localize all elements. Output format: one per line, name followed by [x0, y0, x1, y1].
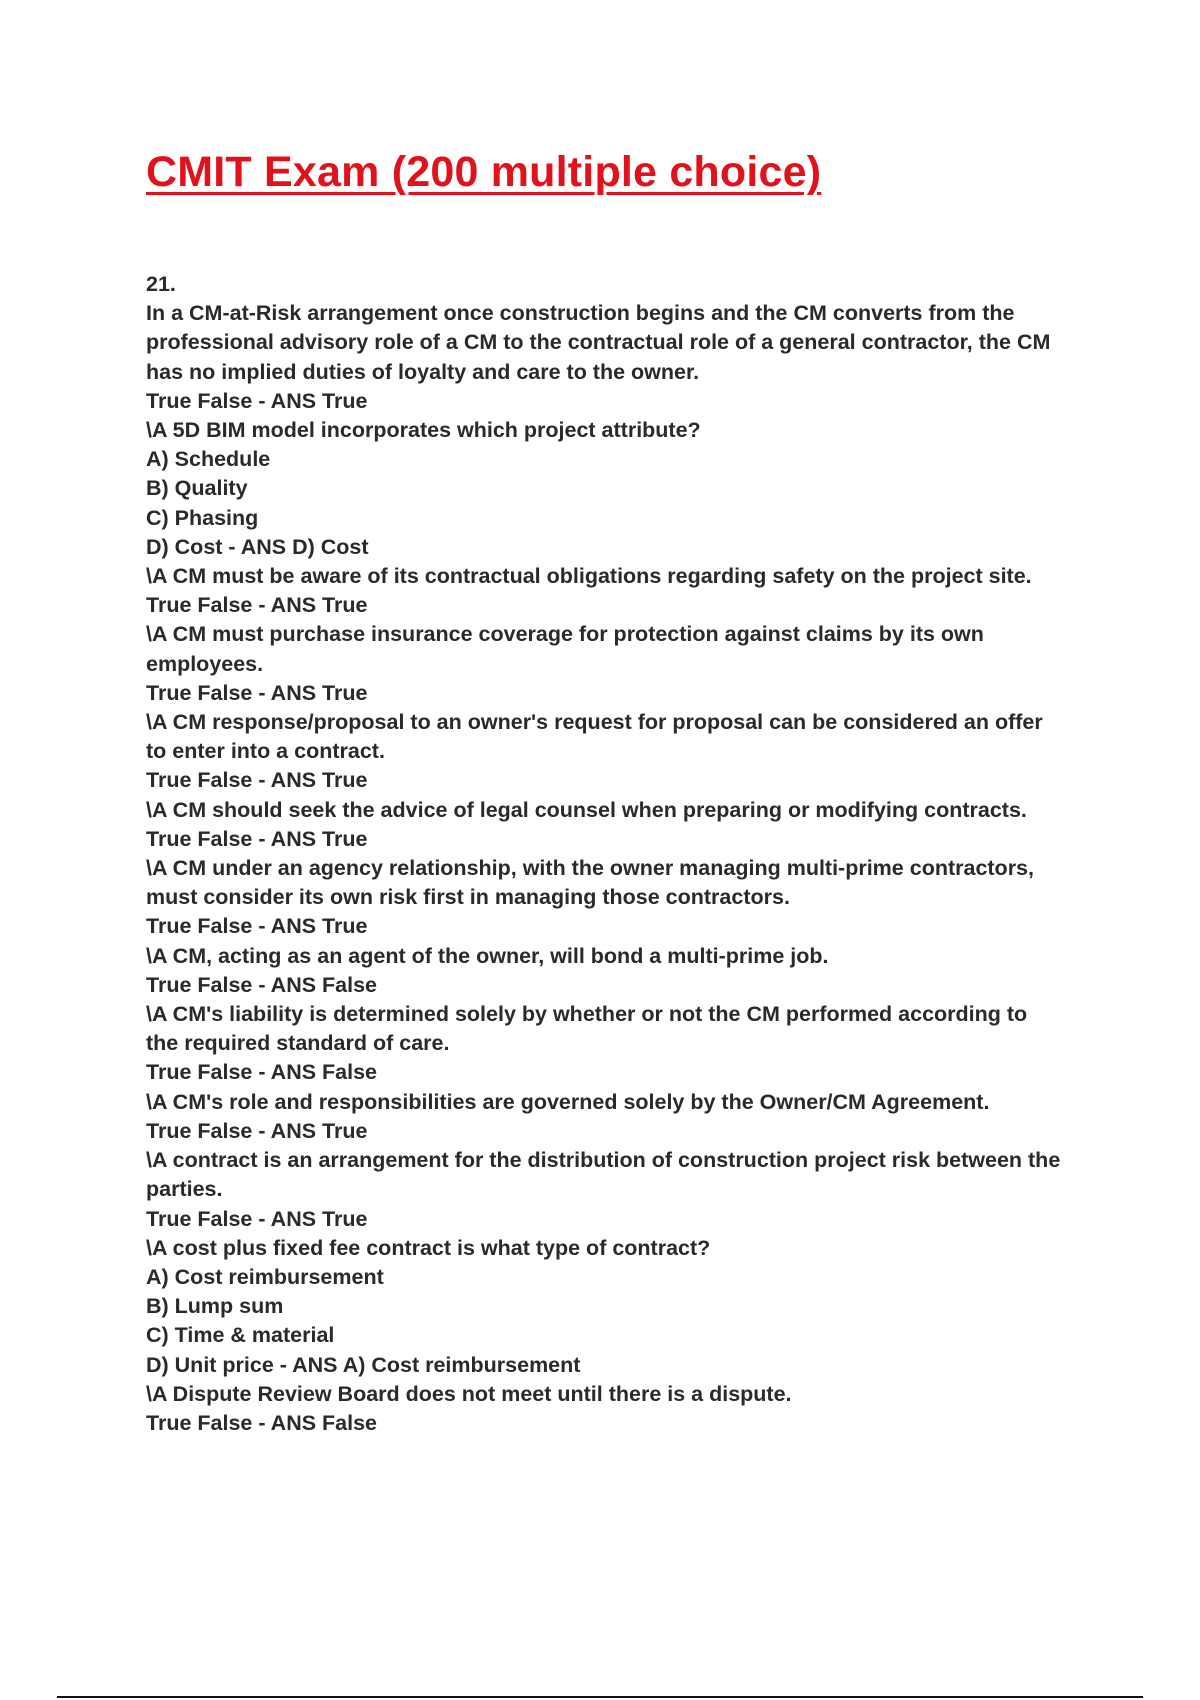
question-line: \A contract is an arrangement for the distribution of construction project risk between the: [146, 1148, 1061, 1173]
question-line: \A CM should seek the advice of legal counsel when preparing or modifying contracts.: [146, 797, 1027, 822]
answer-line: True False - ANS True: [146, 388, 368, 413]
question-line: \A CM's liability is determined solely by whether or not the CM performed according to: [146, 1002, 1028, 1027]
option-line: B) Lump sum: [146, 1294, 284, 1319]
answer-line: True False - ANS False: [146, 972, 378, 997]
option-line: C) Phasing: [146, 505, 259, 530]
question-line: \A 5D BIM model incorporates which project attribute?: [146, 418, 701, 443]
question-line: \A CM must purchase insurance coverage for protection against claims by its own: [146, 622, 984, 647]
question-line: to enter into a contract.: [146, 739, 385, 764]
body-line: 21.: [146, 272, 176, 296]
question-line: \A cost plus fixed fee contract is what type of contract?: [146, 1235, 711, 1260]
question-line: \A CM's role and responsibilities are governed solely by the Owner/CM Agreement.: [146, 1089, 990, 1114]
question-line: \A CM under an agency relationship, with the owner managing multi-prime contractors,: [146, 856, 1034, 881]
answer-line: True False - ANS True: [146, 768, 368, 793]
question-line: the required standard of care.: [146, 1031, 450, 1056]
body-line: has no implied duties of loyalty and care to the owner.: [146, 359, 700, 384]
answer-line: D) Cost - ANS D) Cost: [146, 534, 369, 559]
body-line: professional advisory role of a CM to the contractual role of a general contractor, the CM: [146, 330, 1051, 355]
question-line: \A Dispute Review Board does not meet until there is a dispute.: [146, 1381, 792, 1406]
answer-line: D) Unit price - ANS A) Cost reimbursement: [146, 1352, 581, 1377]
question-line: \A CM must be aware of its contractual obligations regarding safety on the project site.: [146, 564, 1032, 589]
footer-divider: [57, 1696, 1143, 1698]
option-line: A) Cost reimbursement: [146, 1264, 384, 1289]
answer-line: True False - ANS True: [146, 1206, 368, 1231]
answer-line: True False - ANS False: [146, 1060, 378, 1085]
answer-line: True False - ANS True: [146, 826, 368, 851]
answer-line: True False - ANS True: [146, 593, 368, 618]
question-line: \A CM response/proposal to an owner's request for proposal can be considered an offer: [146, 710, 1043, 735]
answer-line: True False - ANS True: [146, 1118, 368, 1143]
answer-line: True False - ANS True: [146, 914, 368, 939]
question-line: \A CM, acting as an agent of the owner, will bond a multi-prime job.: [146, 943, 829, 968]
body-line: In a CM-at-Risk arrangement once construction begins and the CM converts from the: [146, 301, 1015, 326]
question-line: parties.: [146, 1177, 223, 1202]
answer-line: True False - ANS True: [146, 680, 368, 705]
option-line: A) Schedule: [146, 447, 271, 472]
answer-line: True False - ANS False: [146, 1410, 378, 1435]
option-line: B) Quality: [146, 476, 248, 501]
document-body: [146, 270, 1096, 1438]
question-line: must consider its own risk first in managing those contractors.: [146, 885, 790, 910]
question-line: employees.: [146, 651, 264, 676]
document-title: CMIT Exam (200 multiple choice): [146, 148, 822, 196]
option-line: C) Time & material: [146, 1323, 335, 1348]
